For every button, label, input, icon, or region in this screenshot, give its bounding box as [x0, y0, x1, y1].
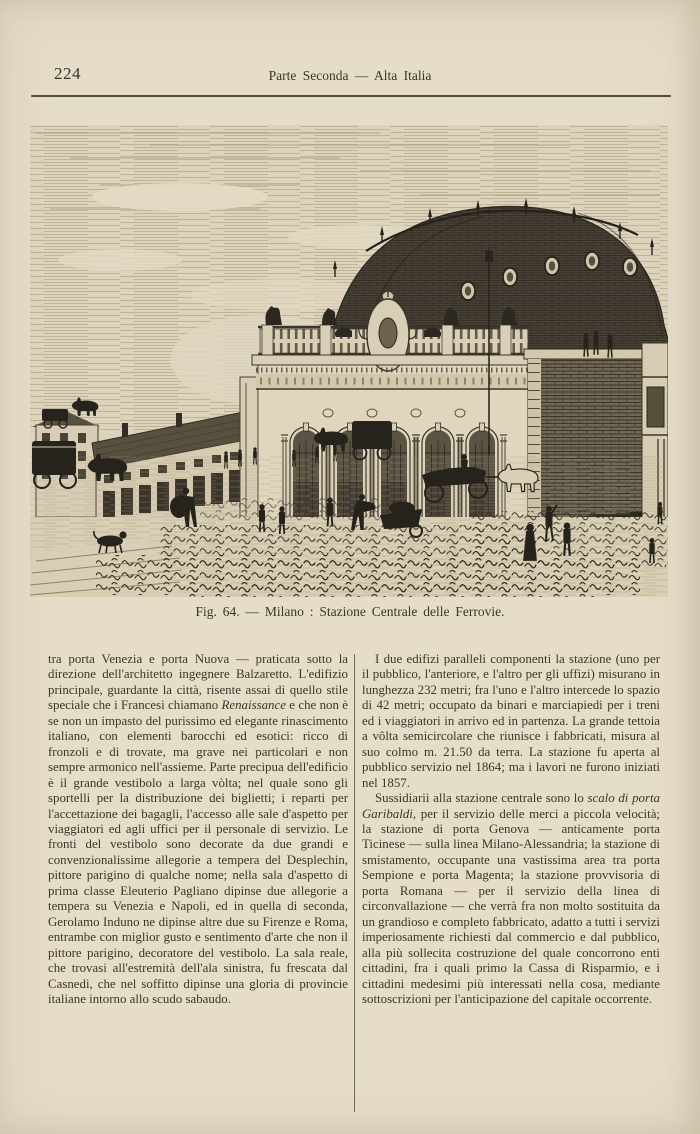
figure-caption: Fig. 64. — Milano : Stazione Centrale delle Ferrovie. [195, 604, 505, 619]
right-text-2: , per il servizio delle merci a piccola velocità; la stazione di porta Genova — anticamente porta Ticinese — sulla linea Milano-Alessandria; la stazione di smistamento, occupante una vastissima area tra porta Sempione e porta Magenta; la stazione provvisoria di porta Romana — per il servizio della linea di circonvallazione — che verrà fra non molto sostituita da un grandioso e completo fabbricato, adatto a tutti i servizi imperiosamente richiesti dal commercio e dal pubblico, alla più sollecita costruzione del quale concorrono enti cittadini, fra i quali primo la Cassa di Risparmio, e i cittadini medesimi più interessati nella cosa, mediante sottoscrizioni per l'anticipazione del capitale occorrente. [362, 806, 660, 1006]
right-column-paragraph-2 [362, 791, 660, 1007]
left-text-1: tra porta Venezia e porta Nuova — praticata sotto la direzione dell'architetto ingegnere Balzaretto. L'edifizio principale, guardante la città, risente assai di quello stile speciale che i Francesi chiamano [48, 652, 348, 713]
right-column [362, 652, 660, 1007]
left-text-2: e che non è se non un impasto del purissimo ed elegante rinascimento italiano, con elementi barocchi ed esotici: ricco di fronzoli e di trovate, ma grave nei particolari e non sempre armonico nell'assieme. Parte precipua dell'edificio è il grande vestibolo a larga vòlta; nel quale sono gli sportelli per la distribuzione dei biglietti; i reparti per l'accettazione dei bagagli, l'accesso alle sale d'aspetto per viaggiatori ed agli uffici per il personale di servizio. Le fronti del vestibolo sono decorate da due grandi e convenzionalissime allegorie a tempera del Desplechin, pittore parigino di qualche nome; nella sala d'aspetto di prima classe Eleuterio Pagliano dipinse due allegorie a tempera su Venezia e Napoli, ed in quella di seconda, Gerolamo Induno ne dipinse altre due su Firenze e Roma, entrambe con miglior gusto e sentimento d'arte che non il pittore parigino, decoratore del vestibolo. La sala reale, che trovasi all'estremità dell'ala sinistra, fu frescata dal Casnedi, che nel soffitto dipinse una gloria di provincie italiane intorno allo scudo sabaudo. [48, 698, 348, 1006]
left-text-italic: Renaissance [221, 698, 286, 713]
text-block [0, 652, 700, 1116]
right-text-1: Sussidiarii alla stazione centrale sono lo [375, 791, 588, 806]
header-rule [31, 95, 671, 97]
right-text-italic: scalo di porta Garibaldi [362, 791, 660, 821]
engraving-ground [30, 455, 668, 597]
running-title: Parte Seconda — Alta Italia [268, 68, 432, 83]
right-column-paragraph-1: I due edifizi paralleli componenti la stazione (uno per il pubblico, l'anteriore, e l'altro per gli uffizi) misurano in lunghezza 232 metri; fra l'uno e l'altro intercede lo spazio di 42 metri; occupato da binari e marciapiedi per i treni ed i viaggiatori in arrivo ed in partenza. La grande tettoia a vôlta semicircolare che riunisce i fabbricati, misura al suo colmo m. 21.50 da terra. La stazione fu aperta al pubblico servizio nel 1864; ma i lavori ne furono iniziati nel 1857. [362, 652, 660, 790]
left-column-paragraph [48, 652, 348, 1007]
column-divider-rule [354, 654, 355, 1112]
left-column [48, 652, 348, 1007]
page-number: 224 [54, 64, 81, 83]
station-engraving-image [30, 125, 668, 597]
